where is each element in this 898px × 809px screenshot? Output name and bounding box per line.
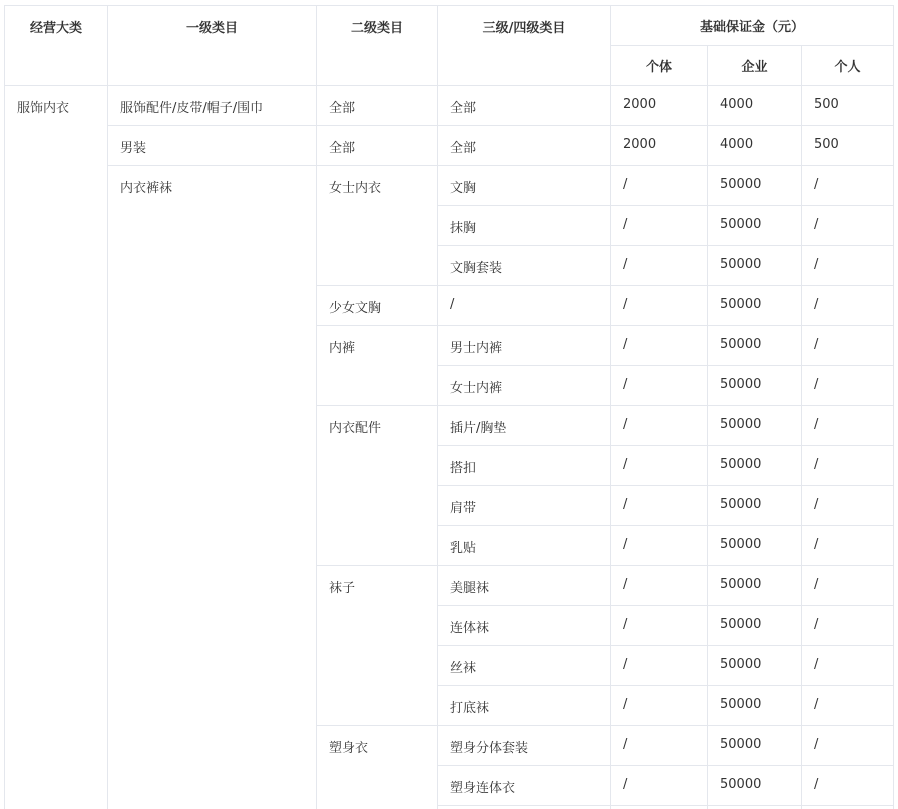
table-row <box>5 86 894 126</box>
enterprise-deposit-cell: 50000 <box>708 166 802 206</box>
personal-deposit-cell: / <box>802 606 894 646</box>
level3-cell: 女士内裤 <box>438 366 611 406</box>
table-body <box>5 86 894 809</box>
level1-cell: 内衣裤袜 <box>108 166 317 809</box>
level3-cell: 乳贴 <box>438 526 611 566</box>
level3-cell: 搭扣 <box>438 446 611 486</box>
deposit-table <box>4 5 894 809</box>
enterprise-deposit-cell: 50000 <box>708 486 802 526</box>
enterprise-deposit-cell: 4000 <box>708 126 802 166</box>
header-enterprise: 企业 <box>708 46 802 86</box>
individual-deposit-cell: / <box>611 206 708 246</box>
personal-deposit-cell: / <box>802 566 894 606</box>
header-level1-category: 一级类目 <box>108 6 317 86</box>
individual-deposit-cell: / <box>611 366 708 406</box>
header-level3-4-category: 三级/四级类目 <box>438 6 611 86</box>
personal-deposit-cell: / <box>802 726 894 766</box>
individual-deposit-cell: / <box>611 526 708 566</box>
personal-deposit-cell: / <box>802 446 894 486</box>
level3-cell: 全部 <box>438 86 611 126</box>
enterprise-deposit-cell: 50000 <box>708 566 802 606</box>
enterprise-deposit-cell: 50000 <box>708 766 802 806</box>
enterprise-deposit-cell: 50000 <box>708 726 802 766</box>
personal-deposit-cell: / <box>802 206 894 246</box>
enterprise-deposit-cell: 4000 <box>708 86 802 126</box>
header-personal: 个人 <box>802 46 894 86</box>
level3-cell: 美腿袜 <box>438 566 611 606</box>
individual-deposit-cell: 2000 <box>611 86 708 126</box>
level3-cell: 丝袜 <box>438 646 611 686</box>
enterprise-deposit-cell <box>708 806 802 809</box>
personal-deposit-cell: / <box>802 286 894 326</box>
personal-deposit-cell: / <box>802 766 894 806</box>
individual-deposit-cell: / <box>611 606 708 646</box>
individual-deposit-cell: / <box>611 486 708 526</box>
level3-cell: 文胸 <box>438 166 611 206</box>
enterprise-deposit-cell: 50000 <box>708 366 802 406</box>
individual-deposit-cell: / <box>611 406 708 446</box>
level2-cell: 内裤 <box>317 326 438 406</box>
individual-deposit-cell: / <box>611 446 708 486</box>
personal-deposit-cell: / <box>802 406 894 446</box>
level3-cell: 男士内裤 <box>438 326 611 366</box>
level3-cell: 文胸套装 <box>438 246 611 286</box>
main-category-cell: 服饰内衣 <box>5 86 108 809</box>
level1-cell: 男装 <box>108 126 317 166</box>
individual-deposit-cell: / <box>611 166 708 206</box>
personal-deposit-cell: 500 <box>802 126 894 166</box>
level2-cell: 少女文胸 <box>317 286 438 326</box>
individual-deposit-cell: / <box>611 566 708 606</box>
table-header <box>5 6 894 86</box>
level1-cell: 服饰配件/皮带/帽子/围巾 <box>108 86 317 126</box>
enterprise-deposit-cell: 50000 <box>708 406 802 446</box>
level3-cell: 全部 <box>438 126 611 166</box>
enterprise-deposit-cell: 50000 <box>708 606 802 646</box>
level2-cell: 全部 <box>317 126 438 166</box>
enterprise-deposit-cell: 50000 <box>708 446 802 486</box>
level2-cell: 袜子 <box>317 566 438 726</box>
level3-cell: / <box>438 286 611 326</box>
header-row <box>5 6 894 46</box>
individual-deposit-cell: / <box>611 766 708 806</box>
personal-deposit-cell: / <box>802 246 894 286</box>
personal-deposit-cell: / <box>802 686 894 726</box>
header-main-category: 经营大类 <box>5 6 108 86</box>
individual-deposit-cell: 2000 <box>611 126 708 166</box>
enterprise-deposit-cell: 50000 <box>708 206 802 246</box>
individual-deposit-cell <box>611 806 708 809</box>
enterprise-deposit-cell: 50000 <box>708 286 802 326</box>
level3-cell: 抹胸 <box>438 206 611 246</box>
level3-cell: 打底袜 <box>438 686 611 726</box>
personal-deposit-cell <box>802 806 894 809</box>
individual-deposit-cell: / <box>611 686 708 726</box>
level3-cell: 塑身分体套装 <box>438 726 611 766</box>
enterprise-deposit-cell: 50000 <box>708 246 802 286</box>
level3-cell <box>438 806 611 809</box>
personal-deposit-cell: / <box>802 646 894 686</box>
level3-cell: 插片/胸垫 <box>438 406 611 446</box>
header-level2-category: 二级类目 <box>317 6 438 86</box>
personal-deposit-cell: / <box>802 166 894 206</box>
level3-cell: 塑身连体衣 <box>438 766 611 806</box>
enterprise-deposit-cell: 50000 <box>708 326 802 366</box>
enterprise-deposit-cell: 50000 <box>708 526 802 566</box>
enterprise-deposit-cell: 50000 <box>708 686 802 726</box>
individual-deposit-cell: / <box>611 286 708 326</box>
level2-cell: 女士内衣 <box>317 166 438 286</box>
personal-deposit-cell: / <box>802 486 894 526</box>
table-row <box>5 166 894 206</box>
level3-cell: 肩带 <box>438 486 611 526</box>
level2-cell: 全部 <box>317 86 438 126</box>
individual-deposit-cell: / <box>611 646 708 686</box>
level2-cell: 塑身衣 <box>317 726 438 809</box>
table-row <box>5 126 894 166</box>
personal-deposit-cell: / <box>802 366 894 406</box>
level3-cell: 连体袜 <box>438 606 611 646</box>
personal-deposit-cell: 500 <box>802 86 894 126</box>
enterprise-deposit-cell: 50000 <box>708 646 802 686</box>
header-individual-business: 个体 <box>611 46 708 86</box>
individual-deposit-cell: / <box>611 326 708 366</box>
individual-deposit-cell: / <box>611 726 708 766</box>
level2-cell: 内衣配件 <box>317 406 438 566</box>
individual-deposit-cell: / <box>611 246 708 286</box>
personal-deposit-cell: / <box>802 326 894 366</box>
personal-deposit-cell: / <box>802 526 894 566</box>
header-base-deposit: 基础保证金（元） <box>611 6 894 46</box>
